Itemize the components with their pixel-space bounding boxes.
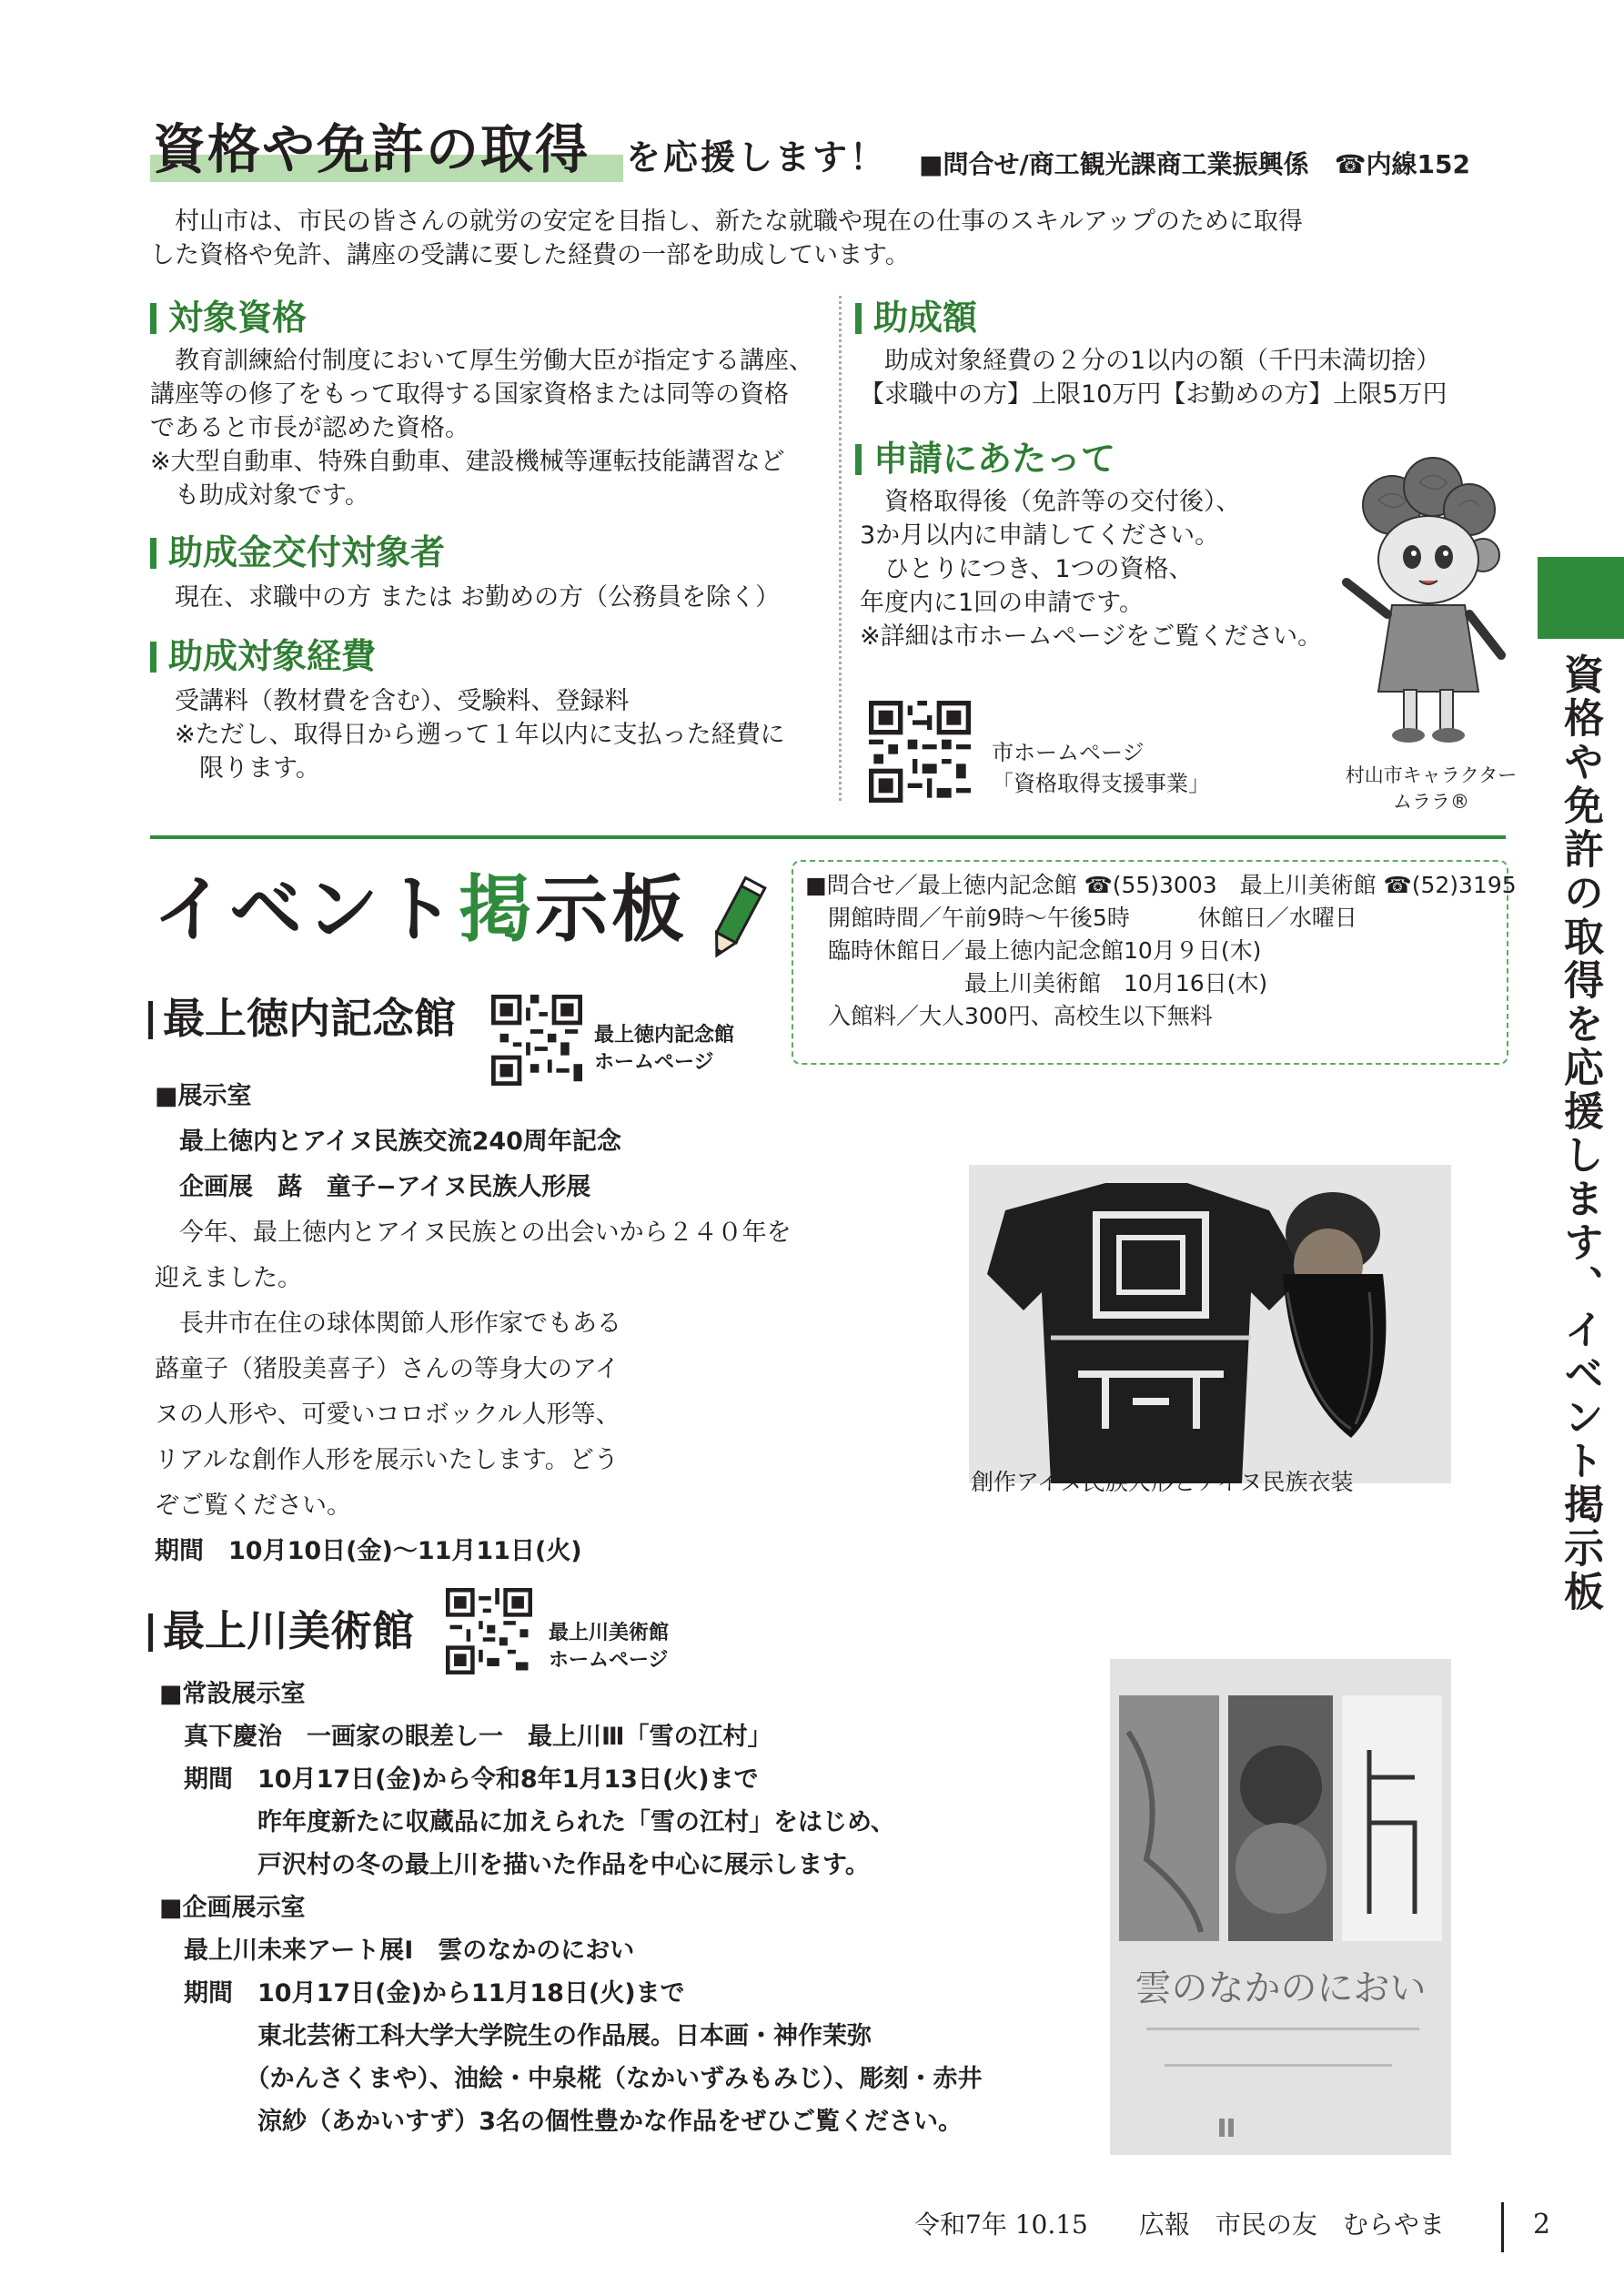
caption-line: 最上川美術館 (549, 1622, 670, 1644)
side-vertical-title: 資格や免許の取得を応援します、イベント掲示板 (1557, 653, 1603, 1614)
event-info-text (805, 869, 1517, 1033)
pencil-icon (701, 874, 772, 965)
intro-line: 村山市は、市民の皆さんの就労の安定を目指し、新たな就職や現在の仕事のスキルアップのために取得 (150, 207, 1303, 236)
page-title-suffix: を応援します！ (626, 137, 888, 177)
info-line: 入館料／大人300円、高校生以下無料 (805, 1003, 1213, 1029)
info-line: 最上川美術館 10月16日(木) (805, 970, 1268, 996)
qr-code-icon[interactable] (446, 1588, 532, 1674)
body-line: 期間 10月17日(金)から11月18日(火)まで (159, 1979, 685, 2008)
qr-caption-mogamigawa (549, 1620, 669, 1674)
body-line: 最上川未来アート展Ⅰ 雲のなかのにおい (159, 1937, 635, 1965)
footer-issue-info: 令和7年 10.15 広報 市民の友 むらやま (914, 2210, 1445, 2240)
intro-line: した資格や免許、講座の受講に要した経費の一部を助成しています。 (150, 241, 910, 269)
body-line: 現在、求職中の方 または お勤めの方（公務員を除く） (150, 583, 781, 612)
heading-apply: 申請にあたって (855, 437, 1115, 480)
info-line: ■問合せ／最上徳内記念館 ☎(55)3003 最上川美術館 ☎(52)3195 (805, 872, 1517, 898)
exhibition-poster-image (1110, 1659, 1451, 2155)
ainu-doll-photo (969, 1165, 1451, 1483)
heading-amount: 助成額 (855, 296, 977, 339)
body-line: であると市長が認めた資格。 (150, 414, 469, 442)
poster-title: 雲のなかのにおい (1135, 1967, 1427, 2009)
body-line: 限ります。 (150, 754, 320, 783)
body-line: 戸沢村の冬の最上川を描いた作品を中心に展示します。 (159, 1851, 870, 1879)
footer-divider (1501, 2202, 1504, 2252)
body-line: 迎えました。 (155, 1264, 302, 1292)
expenses-body (150, 684, 785, 785)
recipients-body (150, 581, 780, 614)
body-line: 期間 10月10日(金)〜11月11日(火) (155, 1537, 582, 1565)
body-line: 受講料（教材費を含む）、受験料、登録料 (150, 687, 630, 715)
event-title-part: 示板 (535, 867, 688, 952)
qr-code-icon[interactable] (491, 995, 582, 1086)
inquiry-contact: ■問合せ/商工観光課商工業振興係 ☎内線152 (919, 149, 1471, 179)
body-line: リアルな創作人形を展示いたします。どう (155, 1446, 619, 1474)
body-line: 講座等の修了をもって取得する国家資格または同等の資格 (150, 380, 789, 409)
caption-line: 「資格取得支援事業」 (992, 771, 1210, 796)
mascot-caption (1326, 763, 1536, 815)
qr-caption-city (992, 737, 1210, 799)
heading-qualifications: 対象資格 (150, 296, 307, 339)
intro-paragraph (150, 205, 1488, 272)
body-line: 【求職中の方】上限10万円【お勤めの方】上限5万円 (860, 380, 1447, 409)
body-line: 涼紗（あかいすず）3名の個性豊かな作品をぜひご覧ください。 (159, 2108, 963, 2136)
body-line: ひとりにつき、1つの資格、 (860, 555, 1194, 583)
body-line: 年度内に1回の申請です。 (860, 589, 1145, 617)
side-index-tab (1538, 557, 1624, 639)
page-title: 資格や免許の取得 (153, 118, 590, 180)
body-line: 期間 10月17日(金)から令和8年1月13日(火)まで (159, 1765, 759, 1794)
info-line: 臨時休館日／最上徳内記念館10月９日(木) (805, 937, 1262, 964)
body-line: も助成対象です。 (150, 481, 369, 510)
event-board-title (153, 865, 688, 956)
body-line: 真下慶治 一画家の眼差し一 最上川Ⅲ「雪の江村」 (159, 1723, 772, 1751)
body-line: ぞご覧ください。 (155, 1492, 351, 1520)
mogamigawa-body (159, 1673, 983, 2143)
body-line: ※ただし、取得日から遡って１年以内に支払った経費に (150, 721, 785, 749)
body-line: 東北芸術工科大学大学院生の作品展。日本画・神作茉弥 (159, 2022, 872, 2050)
body-line: 企画展 蕗 童子−アイヌ民族人形展 (155, 1173, 591, 1201)
caption-line: ホームページ (594, 1051, 714, 1074)
photo-caption-ainu: 創作アイヌ民族人形とアイヌ民族衣装 (971, 1469, 1354, 1495)
caption-line: 最上徳内記念館 (594, 1024, 735, 1047)
column-divider (839, 296, 842, 801)
heading-recipients: 助成金交付対象者 (150, 531, 445, 574)
amount-body (860, 344, 1447, 411)
page-number: 2 (1533, 2209, 1551, 2240)
body-line: 3か月以内に申請してください。 (860, 521, 1220, 550)
heading-tokunai-museum: 最上徳内記念館 (148, 992, 456, 1045)
info-line: 開館時間／午前9時〜午後5時 休館日／水曜日 (805, 905, 1357, 931)
qr-code-icon[interactable] (869, 701, 971, 803)
heading-mogamigawa-museum: 最上川美術館 (148, 1604, 414, 1657)
mascot-murara-illustration (1324, 455, 1533, 760)
body-line: （かんさくまや）、油絵・中泉椛（なかいずみもみじ）、彫刻・赤井 (159, 2065, 983, 2093)
body-line: 今年、最上徳内とアイヌ民族との出会いから２４０年を (155, 1219, 792, 1247)
body-line: ■展示室 (155, 1082, 252, 1110)
qr-caption-tokunai (594, 1022, 734, 1077)
body-line: 蕗童子（猪股美喜子）さんの等身大のアイ (155, 1355, 620, 1383)
body-line: ■企画展示室 (159, 1894, 306, 1922)
caption-line: ホームページ (549, 1649, 669, 1672)
body-line: 昨年度新たに収蔵品に加えられた「雪の江村」をはじめ、 (159, 1808, 895, 1836)
heading-expenses: 助成対象経費 (150, 634, 376, 678)
body-line: 助成対象経費の２分の1以内の額（千円未満切捨） (860, 347, 1441, 375)
caption-line: 村山市キャラクター (1345, 764, 1518, 786)
body-line: ※詳細は市ホームページをご覧ください。 (860, 622, 1323, 651)
tokunai-body (155, 1074, 792, 1574)
qualifications-body (150, 344, 813, 512)
section-divider (150, 835, 1506, 839)
body-line: ■常設展示室 (159, 1680, 306, 1708)
caption-line: ムララ® (1393, 791, 1469, 813)
body-line: 長井市在住の球体関節人形作家でもある (155, 1310, 621, 1338)
body-line: 資格取得後（免許等の交付後）、 (860, 488, 1241, 516)
body-line: 最上徳内とアイヌ民族交流240周年記念 (155, 1128, 621, 1156)
event-title-accent: 掲 (459, 867, 535, 952)
event-title-part: イベント (153, 867, 459, 952)
body-line: ヌの人形や、可愛いコロボックル人形等、 (155, 1401, 620, 1429)
apply-body (860, 485, 1322, 653)
body-line: ※大型自動車、特殊自動車、建設機械等運転技能講習など (150, 448, 785, 476)
caption-line: 市ホームページ (992, 740, 1145, 765)
body-line: 教育訓練給付制度において厚生労働大臣が指定する講座、 (150, 347, 813, 375)
